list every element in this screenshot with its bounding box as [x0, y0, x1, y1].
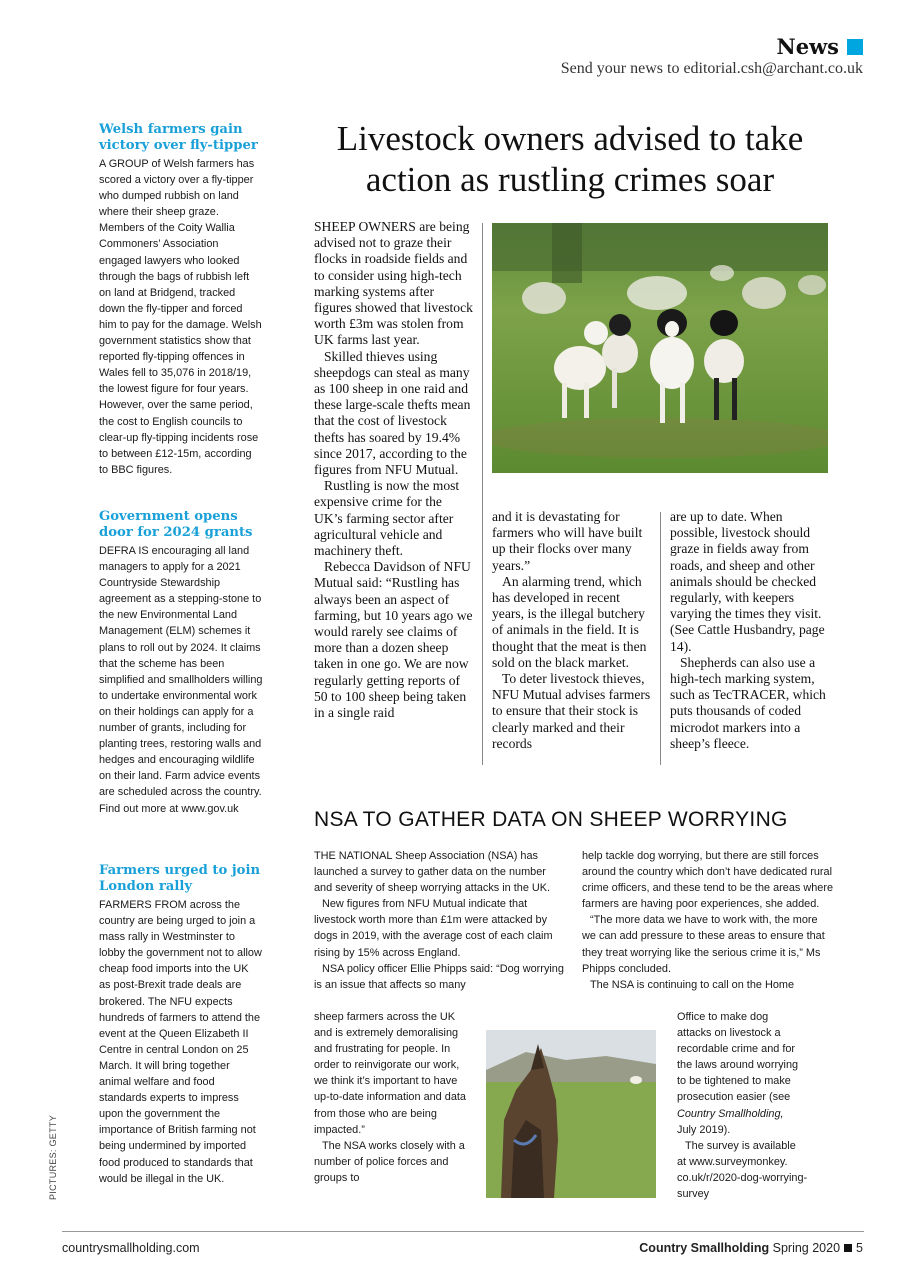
paragraph: and it is devastating for farmers who will have built up their flocks over many years.” [492, 509, 643, 573]
paragraph: help tackle dog worrying, but there are still forces around the country which don’t have dedicated rural crime officers, and these tend to be the areas where farmers are having poor experiences, she added. [582, 850, 834, 911]
paragraph: The NSA works closely with a number of police forces and groups to [314, 1139, 465, 1184]
paragraph: sheep farmers across the UK and is extremely demoralising and frustrating for people. In order to reinvigorate our work, we think it’s important to have up-to-date information and data from those who are being impacted.” [314, 1011, 466, 1136]
text-line: the laws around worrying [677, 1059, 799, 1072]
text-line: Office to make dog [677, 1011, 769, 1023]
sidebar-body: DEFRA IS encouraging all land managers to apply for a 2021 Countryside Stewardship agreement as a stepping-stone to the new Environmental Land Management (ELM) schemes it plans to roll out by 2024. It claims that the scheme has been simplified and smallholders willing to undertake environmental work on their holdings can apply for a number of grants, including for planting trees, restoring walls and hedges and encouraging wildlife on their land. Farm advice events are scheduled across the country. Find out more at www.gov.uk [99, 545, 263, 815]
photo-credit: PICTURES: GETTY [48, 1114, 58, 1200]
footer-issue: Spring 2020 [772, 1241, 841, 1255]
sidebar-heading: Government opens door for 2024 grants [99, 509, 253, 540]
magazine-reference: Country Smallholding, [677, 1107, 784, 1120]
nsa-column-2-top [582, 848, 834, 993]
sidebar-story-1 [99, 122, 263, 478]
text-line: attacks on livestock a [677, 1027, 781, 1040]
paragraph: Shepherds can also use a high-tech marking system, such as TecTRACER, which puts thousands of coded microdot markers into a sheep’s fleece. [670, 654, 826, 751]
column-divider [660, 512, 661, 765]
text-line: The survey is available [685, 1139, 796, 1152]
text-line: recordable crime and for [677, 1043, 796, 1056]
text-line: July 2019). [677, 1123, 731, 1136]
title-line-2: action as rustling crimes soar [365, 160, 775, 199]
paragraph: Rustling is now the most expensive crime for the UK’s farming sector after agricultural vehicle and machinery theft. [314, 478, 460, 559]
paragraph: An alarming trend, which has developed in recent years, is the illegal butchery of animals in the field. It is thought that the meat is then sold on the black market. [492, 573, 647, 670]
paragraph: NSA policy officer Ellie Phipps said: “Dog worrying is an issue that affects so many [314, 962, 564, 991]
paragraph: THE NATIONAL Sheep Association (NSA) has launched a survey to gather data on the number and severity of sheep worrying attacks in the UK. [314, 850, 551, 895]
sidebar-heading: Welsh farmers gain victory over fly-tipper [99, 122, 258, 153]
text-line: at www.surveymonkey. [677, 1155, 788, 1168]
paragraph: To deter livestock thieves, NFU Mutual advises farmers to ensure that their stock is clearly marked and their records [492, 671, 651, 751]
sidebar-body: FARMERS FROM across the country are being urged to join a mass rally in Westminster to lobby the government not to allow cheap food imports into the UK as post-Brexit trade deals are brokered. The NFU expects hundreds of farmers to attend the event at the Queen Elizabeth II Centre in central London on 25 March. It will bring together animal welfare and food standards experts to impress upon the government the importance of British farming not being undermined by imported food produced to standards that would be illegal in the UK. [99, 899, 262, 1185]
paragraph: Skilled thieves using sheepdogs can steal as many as 100 sheep in one raid and these large-scale thefts mean that the cost of livestock thefts has soared by 19.4% since 2017, according to the figures from NFU Mutual. [314, 348, 471, 478]
paragraph: are up to date. When possible, livestock should graze in fields away from roads, and sheep and other animals should be checked regularly, with keepers varying the times they visit. (See Cattle Husbandry, page 14). [670, 509, 825, 654]
sidebar-body: A GROUP of Welsh farmers has scored a victory over a fly-tipper who dumped rubbish on land where their sheep graze. Members of the Coity Wallia Commoners’ Association engaged lawyers who looked through the bags of rubbish left on land at Bridgend, tracked down the fly-tipper and forced him to pay for the damage. Welsh government statistics show that reported fly-tipping offences in Wales fell to 35,076 in 2018/19, the lowest figure for four years. However, over the same period, the cost to English councils to clear-up fly-tipping incidents rose to between £12-15m, according to BBC figures. [99, 158, 262, 476]
nsa-column-1-bottom [314, 1009, 474, 1186]
nsa-column-1-top [314, 848, 566, 993]
page-number: 5 [856, 1241, 863, 1255]
sidebar-story-2 [99, 509, 263, 817]
paragraph: New figures from NFU Mutual indicate that livestock worth more than £1m were attacked by dogs in 2019, with the average cost of each claim rising by 15% across England. [314, 898, 553, 959]
article-title [300, 118, 840, 200]
sidebar-story-3 [99, 863, 263, 1187]
section-label [777, 34, 863, 59]
article-column-1 [314, 219, 474, 721]
text-line: survey [677, 1188, 710, 1201]
paragraph: Rebecca Davidson of NFU Mutual said: “Rustling has always been an aspect of farming, but 10 years ago we would rarely see claims of more than a dozen sheep taken in one go. We are now regularly getting reports of 50 to 100 sheep being taken in a single raid [314, 559, 473, 721]
send-news-line: Send your news to editorial.csh@archant.co.uk [560, 60, 863, 77]
square-icon [844, 1244, 852, 1252]
paragraph: “The more data we have to work with, the more we can add pressure to these areas to ensure that they treat worrying like the serious crime it is,” Ms Phipps concluded. [582, 914, 825, 975]
footer-magazine: Country Smallholding [639, 1241, 770, 1255]
text-line: co.uk/r/2020-dog-worrying- [677, 1171, 808, 1184]
article-column-2 [492, 509, 652, 752]
nsa-column-2-bottom [677, 1009, 837, 1202]
column-divider [482, 223, 483, 765]
section-title: News [776, 34, 839, 59]
footer-folio [639, 1241, 863, 1255]
text-line: prosecution easier (see [677, 1091, 791, 1104]
text-line: to be tightened to make [677, 1075, 791, 1088]
dog-photo [486, 1030, 656, 1198]
square-icon [847, 39, 863, 55]
nsa-headline: NSA TO GATHER DATA ON SHEEP WORRYING [314, 808, 788, 831]
footer-rule [62, 1231, 864, 1232]
article-column-3 [670, 509, 830, 752]
lambs-photo [492, 223, 828, 473]
sidebar-heading: Farmers urged to join London rally [99, 863, 261, 894]
footer-website: countrysmallholding.com [62, 1241, 200, 1255]
paragraph: The NSA is continuing to call on the Home [590, 978, 795, 991]
paragraph: SHEEP OWNERS are being advised not to graze their flocks in roadside fields and to consider using high-tech marking systems after figures showed that livestock worth £3m was stolen from UK farms last year. [314, 219, 473, 348]
title-line-1: Livestock owners advised to take [336, 119, 804, 158]
